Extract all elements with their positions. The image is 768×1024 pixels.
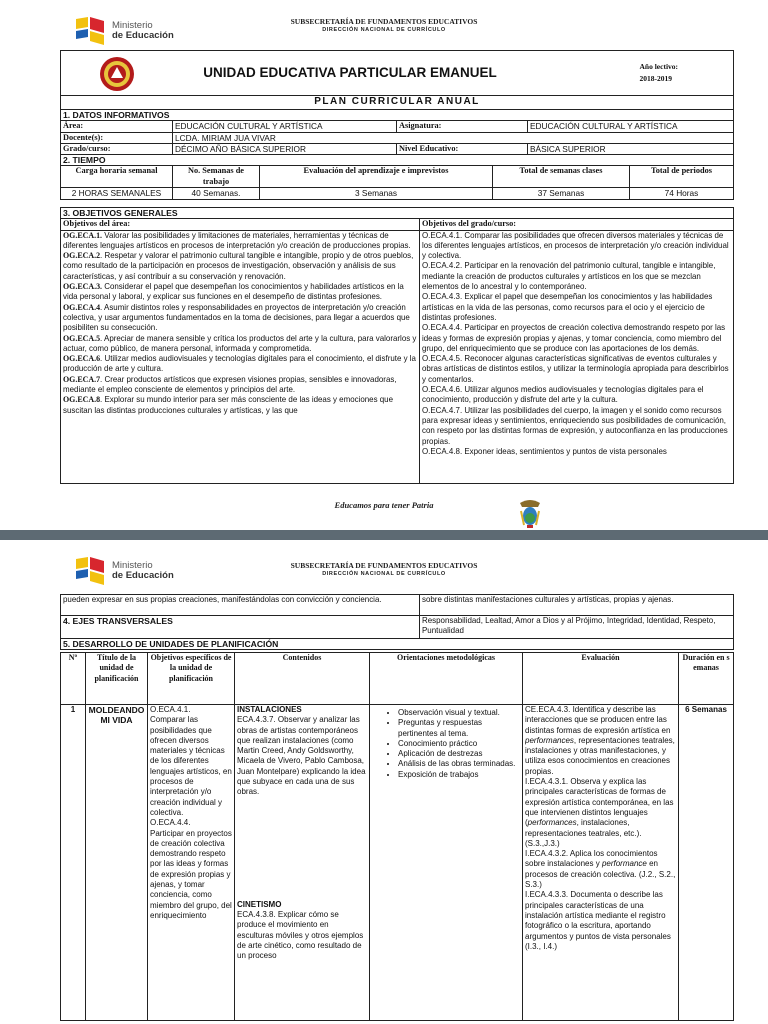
objetivo-area-item: OG.ECA.7. Crear productos artísticos que expresen visiones propias, sensibles e innovadoras, mediante el empleo consciente de elementos y principios del arte. — [63, 374, 397, 395]
tiempo-value: 37 Semanas — [493, 188, 630, 199]
unidades-header: Contenidos — [235, 653, 370, 705]
objetivos-area-list — [61, 230, 420, 483]
objetivo-area-item: OG.ECA.8. Explorar su mundo interior para ser más consciente de las ideas y emociones que suscitan las distintas producciones culturales y artísticas, y las que — [63, 395, 394, 415]
tiempo-value: 40 Semanas. — [173, 188, 260, 199]
contenido-heading: CINETISMO — [237, 899, 282, 909]
orientacion-item: • Exposición de trabajos — [398, 770, 520, 780]
nivel-value: BÁSICA SUPERIOR — [528, 143, 734, 154]
unit-orientaciones — [370, 705, 523, 1021]
tiempo-header: No. Semanas de trabajo — [173, 166, 260, 188]
unit-evaluacion: CE.ECA.4.3. Identifica y describe las interacciones que se producen entre las distintas formas de expresión artística en performances, representaciones teatrales, instalaciones y otras manifestaciones, y utiliza esos conocimientos en creaciones propias. I.ECA.4.3.1. Observa y explica las principales características de formas de expresión artística contemporánea, en las que intervienen distintos lenguajes (performances, instalaciones, representaciones teatrales, etc.). (S.3.,J.3.) I.ECA.4.3.2. Aplica los conocimientos sobre instalaciones y performance en procesos de creación colectiva. (J.2., S.2., S.3.) I.ECA.4.3.3. Documenta o describe las principales características de una instalación artística mediante el registro fotográfico o la escritura, aportando argumentos y puntos de vista personales (I.3., I.4.) — [523, 705, 679, 1021]
orientacion-item: • Aplicación de destrezas — [398, 749, 520, 759]
unit-objetivos: O.ECA.4.1. Comparar las posibilidades que ofrecen diversos materiales y técnicas de los diferentes lenguajes artísticos, en procesos de interpretación y/o creación individual y colectiva. O.ECA.4.4. Participar en proyectos de creación colectiva demostrando respeto por las ideas y formas de expresión propias y ajenas, y tomar conciencia, como miembro del grupo, del enriquecimiento — [148, 705, 235, 1021]
objetivo-grado-item: O.ECA.4.8. Exponer ideas, sentimientos y puntos de vista personales — [422, 446, 667, 456]
direccion-title: DIRECCIÓN NACIONAL DE CURRÍCULO — [322, 571, 446, 577]
objetivo-grado-item: O.ECA.4.5. Reconocer algunas características significativas de eventos culturales y obras artísticas de distintos estilos, y utilizar la terminología apropiada para describirlos y comentarlos. — [422, 354, 729, 384]
page-2 — [0, 540, 768, 1024]
school-name: UNIDAD EDUCATIVA PARTICULAR EMANUEL — [173, 51, 528, 96]
school-year-cell — [528, 51, 734, 96]
tiempo-section: 2. TIEMPO — [61, 155, 734, 166]
objetivo-continuation-right: sobre distintas manifestaciones culturales y artísticas, propias y ajenas. — [420, 595, 734, 616]
orientacion-item: • Preguntas y respuestas pertinentes al tema. — [398, 718, 520, 739]
objetivo-grado-item: O.ECA.4.3. Explicar el papel que desempeñan los conocimientos y las habilidades artísticas en la vida de las personas, como recursos para el ocio y el ejercicio de distintas profesiones. — [422, 292, 713, 322]
ejes-section: 4. EJES TRANSVERSALES — [61, 616, 420, 639]
orientacion-item: • Conocimiento práctico — [398, 739, 520, 749]
tiempo-header: Total de semanas clases — [493, 166, 630, 188]
tiempo-value: 2 HORAS SEMANALES — [61, 188, 173, 199]
unidades-header: Duración en semanas — [679, 653, 734, 705]
asignatura-value: EDUCACIÓN CULTURAL Y ARTÍSTICA — [528, 121, 734, 132]
objetivo-continuation-left: pueden expresar en sus propias creaciones, manifestándolas con convicción y conciencia. — [61, 595, 420, 616]
objetivo-area-item: OG.ECA.5. Apreciar de manera sensible y crítica los productos del arte y la cultura, para valorarlos y actuar, como público, de manera personal, informada y comprometida. — [63, 333, 417, 353]
school-seal-icon — [99, 56, 135, 92]
tiempo-value: 3 Semanas — [260, 188, 493, 199]
grado-label: Grado/curso: — [61, 143, 173, 154]
docente-value: LCDA. MIRIAM JUA VIVAR — [173, 132, 734, 143]
asignatura-label: Asignatura: — [397, 121, 528, 132]
objetivo-area-item: OG.ECA.4. Asumir distintos roles y responsabilidades en proyectos de interpretación y/o creación colectiva, y usar argumentos fundamentados en la toma de decisiones, para llegar a acuerdos que posibiliten su consecución. — [63, 302, 410, 333]
unidades-header: Objetivos específicos de la unidad de planificación — [148, 653, 235, 705]
contenido-text: ECA.4.3.8. Explicar cómo se produce el movimiento en esculturas móviles y otros ejemplos de arte cinético, como resultado de un proceso — [237, 909, 364, 961]
school-seal-cell — [61, 51, 173, 96]
ejes-value: Responsabilidad, Lealtad, Amor a Dios y al Prójimo, Integridad, Identidad, Respeto, Puntualidad — [420, 616, 734, 639]
objetivos-area-header: Objetivos del área: — [61, 219, 420, 230]
objetivo-grado-item: O.ECA.4.1. Comparar las posibilidades que ofrecen diversos materiales y técnicas de los diferentes lenguajes artísticos, en procesos de interpretación y/o creación individual y colectiva. — [422, 230, 729, 261]
contenido-heading: INSTALACIONES — [237, 705, 302, 714]
subsecretaria-title: SUBSECRETARÍA DE FUNDAMENTOS EDUCATIVOS — [290, 561, 478, 570]
tiempo-header: Evaluación del aprendizaje e imprevistos — [260, 166, 493, 188]
objetivos-section: 3. OBJETIVOS GENERALES — [61, 208, 734, 219]
continuation-table — [60, 594, 734, 650]
ecuador-coat-of-arms-icon — [518, 497, 542, 529]
objetivo-grado-item: O.ECA.4.4. Participar en proyectos de creación colectiva demostrando respeto por las ideas y formas de expresión propias y ajenas, y tomar conciencia, como miembro del grupo, del enriquecimiento que se produce con las aportaciones de los demás. — [422, 323, 726, 353]
tiempo-table — [60, 154, 734, 200]
logo-line-2: de Educación — [112, 570, 174, 581]
unidades-header: Título de la unidad de planificación — [86, 653, 148, 705]
unidades-header: Evaluación — [523, 653, 679, 705]
grado-value: DÉCIMO AÑO BÁSICA SUPERIOR — [173, 143, 397, 154]
datos-section: 1. DATOS INFORMATIVOS — [61, 110, 734, 121]
unit-contenidos — [235, 705, 370, 1021]
unidades-header: Nº — [61, 653, 86, 705]
area-value: EDUCACIÓN CULTURAL Y ARTÍSTICA — [173, 121, 397, 132]
page-header — [0, 540, 768, 600]
objetivo-grado-item: O.ECA.4.2. Participar en la renovación del patrimonio cultural, tangible e intangible, mediante la creación de productos culturales y artísticos en los que se mezclan elementos de lo ancestral y lo contemporáneo. — [422, 261, 716, 292]
objetivo-area-item: OG.ECA.3. Considerar el papel que desempeñan los conocimientos y habilidades artísticos en la vida personal y laboral, y explicar sus funciones en el desempeño de distintas profesiones. — [63, 282, 404, 302]
desarrollo-section: 5. DESARROLLO DE UNIDADES DE PLANIFICACIÓN — [61, 639, 734, 650]
tiempo-value: 74 Horas — [630, 188, 734, 199]
contenido-text: ECA.4.3.7. Observar y analizar las obras de artistas contemporáneos que realizan instalaciones (como Martin Creed, Andy Goldsworthy, Micaela de Vivero, Pablo Cambosa, Juan Montelpare) explicando la idea que subyace en cada una de sus obras. — [237, 715, 366, 797]
tiempo-header: Carga horaria semanal — [61, 166, 173, 188]
unidades-header: Orientaciones metodológicas — [370, 653, 523, 705]
orientacion-item: • Observación visual y textual. — [398, 708, 520, 718]
nivel-label: Nivel Educativo: — [397, 143, 528, 154]
objetivo-area-item: OG.ECA.2. Respetar y valorar el patrimonio cultural tangible e intangible, propio y de otros pueblos, como resultado de la participación en procesos de investigación, observación y análisis de sus características, y así contribuir a su conservación y renovación. — [63, 251, 414, 281]
orientacion-item: • Análisis de las obras terminadas. — [398, 759, 520, 769]
unit-number: 1 — [61, 705, 86, 1021]
year-label: Año lectivo: — [639, 62, 679, 71]
objetivos-grado-list — [420, 230, 734, 483]
logo-line-2: de Educación — [112, 30, 174, 41]
footer-motto: Educamos para tener Patria — [334, 500, 434, 510]
logo-line-1: Ministerio — [112, 20, 153, 31]
unit-duracion: 6 Semanas — [679, 705, 734, 1021]
objetivo-area-item: OG.ECA.1. Valorar las posibilidades y limitaciones de materiales, herramientas y técnicas de diferentes lenguajes artísticos en procesos de interpretación y/o creación de producciones propias. — [63, 230, 411, 250]
subsecretaria-title: SUBSECRETARÍA DE FUNDAMENTOS EDUCATIVOS — [290, 17, 478, 26]
area-label: Área: — [61, 121, 173, 132]
unit-title: MOLDEANDO MI VIDA — [86, 705, 148, 1021]
objetivos-table — [60, 207, 734, 484]
objetivo-area-item: OG.ECA.6. Utilizar medios audiovisuales y tecnologías digitales para el conocimiento, el disfrute y la producción de arte y cultura. — [63, 354, 416, 374]
year-value: 2018-2019 — [639, 74, 672, 83]
informativos-table — [60, 50, 734, 155]
logo-line-1: Ministerio — [112, 560, 153, 571]
objetivos-grado-header: Objetivos del grado/curso: — [420, 219, 734, 230]
objetivo-grado-item: O.ECA.4.6. Utilizar algunos medios audiovisuales y tecnologías digitales para el conocimiento, producción y disfrute del arte y la cultura. — [422, 385, 704, 405]
plan-title: PLAN CURRICULAR ANUAL — [61, 96, 734, 110]
objetivo-grado-item: O.ECA.4.7. Utilizar las posibilidades del cuerpo, la imagen y el sonido como recursos para expresar ideas y sentimientos, enriqueciendo sus posibilidades de comunicación, con respeto por las distintas formas de expresión, y autoconfianza en las producciones propias. — [422, 405, 728, 446]
docente-label: Docente(s): — [61, 132, 173, 143]
direccion-title: DIRECCIÓN NACIONAL DE CURRÍCULO — [322, 27, 446, 33]
tiempo-header: Total de periodos — [630, 166, 734, 188]
unidades-table — [60, 652, 734, 1021]
